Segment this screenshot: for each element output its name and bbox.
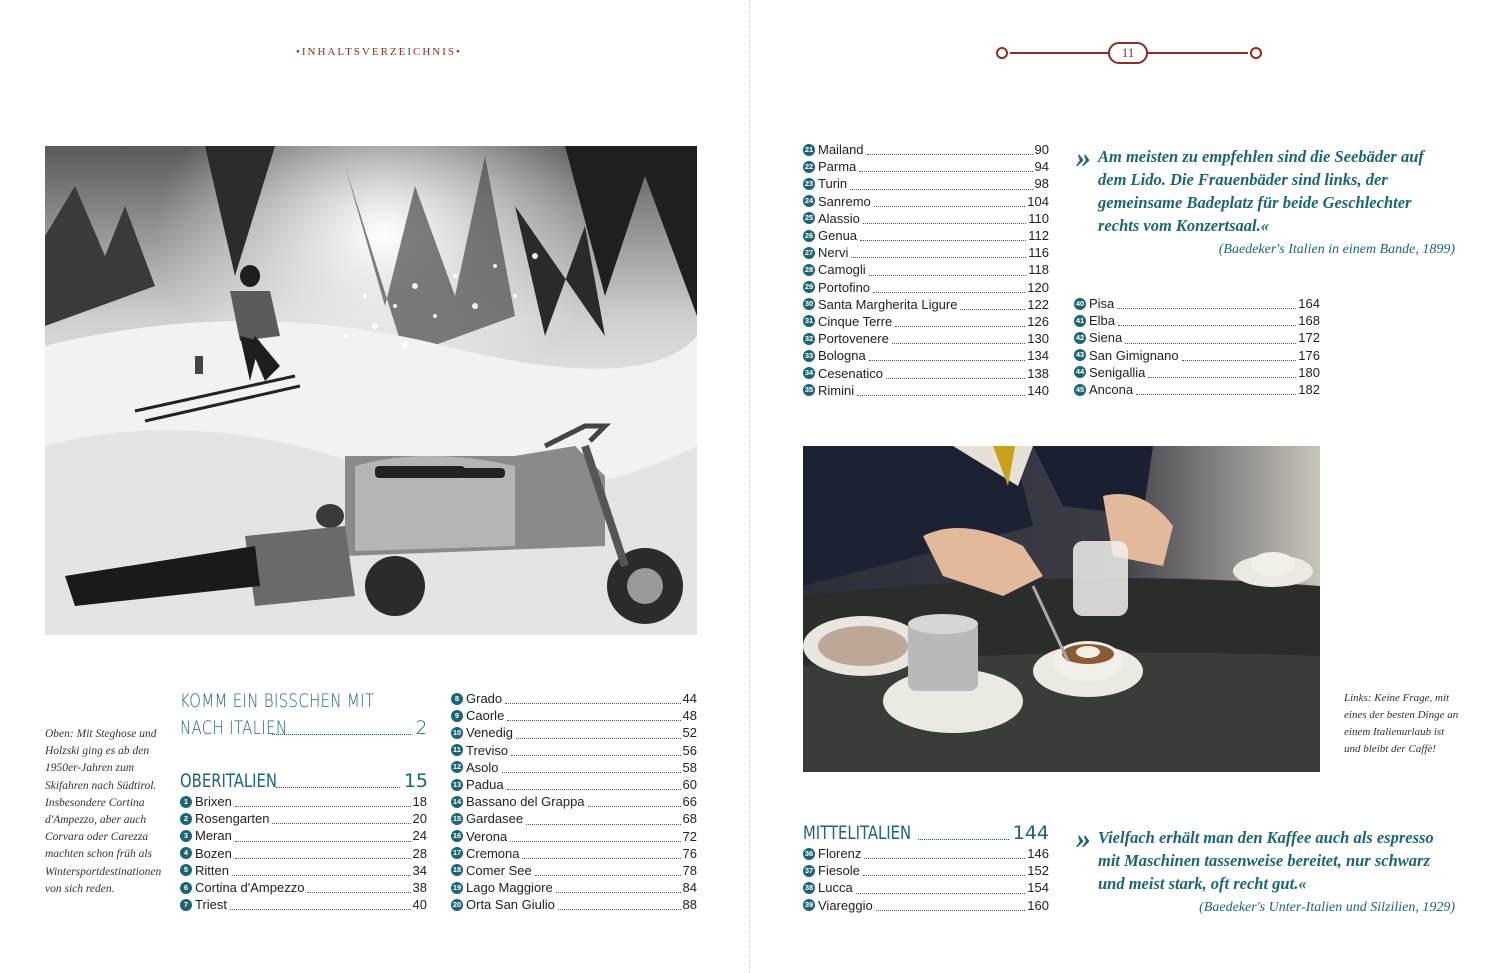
toc-entry[interactable] — [1074, 381, 1320, 398]
numbered-circle-icon: 10 — [452, 727, 462, 737]
toc-entry[interactable] — [1074, 312, 1320, 329]
toc-entry-name: Sanremo — [818, 193, 871, 209]
numbered-circle-icon: 5 — [180, 864, 192, 876]
section-mittelitalien[interactable] — [803, 820, 1049, 847]
toc-entry-name: Turin — [818, 176, 848, 192]
toc-entry-name: Venedig — [466, 725, 513, 741]
toc-entry-page: 110 — [1028, 210, 1049, 226]
bullet-icon: • — [296, 46, 302, 58]
toc-entry-page: 182 — [1298, 382, 1320, 398]
dot-leader — [850, 189, 1032, 190]
toc-entry-page: 140 — [1027, 382, 1049, 398]
toc-entry-page: 126 — [1027, 313, 1049, 329]
toc-list-oberitalien-1 — [180, 793, 427, 913]
numbered-circle-icon: 24 — [804, 196, 814, 206]
toc-entry[interactable] — [1074, 329, 1320, 346]
quote-top — [1076, 141, 1455, 259]
dot-leader — [511, 755, 680, 756]
numbered-circle-icon: 15 — [452, 813, 462, 823]
toc-entry-page: 94 — [1034, 159, 1049, 175]
dot-leader — [516, 738, 681, 739]
toc-entry[interactable] — [451, 793, 697, 810]
toc-entry-page: 40 — [412, 897, 427, 913]
toc-entry-name: Senigallia — [1089, 364, 1146, 380]
numbered-circle-icon: 21 — [804, 144, 814, 154]
numbered-circle-icon: 14 — [452, 796, 462, 806]
toc-entry[interactable] — [451, 845, 697, 862]
numbered-circle-icon: 26 — [804, 230, 814, 240]
quote-bottom — [1076, 822, 1455, 917]
numbered-circle-icon: 22 — [804, 161, 814, 171]
toc-entry-page: 66 — [682, 794, 697, 810]
toc-entry-name: Rosengarten — [195, 811, 270, 827]
toc-entry-name: Treviso — [466, 742, 509, 758]
toc-entry-page: 104 — [1027, 193, 1049, 209]
toc-entry-page: 90 — [1034, 142, 1049, 158]
dot-leader — [867, 154, 1033, 155]
numbered-circle-icon: 16 — [452, 831, 462, 841]
dot-leader — [1125, 343, 1296, 344]
toc-entry-page: 58 — [682, 759, 697, 775]
toc-entry[interactable] — [451, 690, 697, 707]
toc-entry-name: Cortina d'Ampezzo — [195, 880, 305, 896]
numbered-circle-icon: 34 — [804, 368, 814, 378]
numbered-circle-icon: 36 — [804, 848, 814, 858]
page-number: 11 — [1108, 42, 1148, 64]
toc-entry-name: Bozen — [195, 845, 232, 861]
toc-entry-page: 138 — [1027, 365, 1049, 381]
numbered-circle-icon: 7 — [180, 899, 192, 911]
dot-leader — [863, 875, 1025, 876]
toc-entry-name: Orta San Giulio — [466, 897, 555, 913]
toc-entry-name: Bologna — [818, 348, 866, 364]
toc-entry[interactable] — [180, 845, 427, 862]
toc-entry[interactable] — [803, 227, 1049, 244]
numbered-circle-icon: 23 — [804, 178, 814, 188]
toc-entry[interactable] — [803, 897, 1049, 914]
numbered-circle-icon: 8 — [451, 693, 463, 705]
dot-leader — [507, 720, 680, 721]
toc-entry[interactable] — [451, 828, 697, 845]
dot-leader — [857, 395, 1025, 396]
toc-entry-name: Siena — [1089, 330, 1123, 346]
section-komm[interactable] — [180, 688, 428, 742]
numbered-circle-icon: 9 — [451, 710, 463, 722]
toc-entry[interactable] — [803, 347, 1049, 364]
toc-entry-name: Pisa — [1089, 296, 1115, 312]
toc-entry[interactable] — [803, 364, 1049, 381]
numbered-circle-icon: 18 — [452, 865, 462, 875]
quote-mark-icon: » — [1076, 822, 1091, 855]
dot-leader — [230, 909, 411, 910]
toc-list-mittelitalien-1 — [803, 845, 1049, 914]
numbered-circle-icon: 2 — [180, 813, 192, 825]
quote-source: (Baedeker's Italien in einem Bande, 1899) — [1218, 242, 1455, 257]
toc-entry-page: 172 — [1298, 330, 1320, 346]
toc-entry-name: Comer See — [466, 862, 532, 878]
section-page: 15 — [403, 770, 428, 792]
numbered-circle-icon: 45 — [1075, 384, 1085, 394]
toc-entry-page: 152 — [1027, 863, 1049, 879]
section-title-line2: NACH ITALIEN — [180, 717, 288, 739]
toc-entry-name: Parma — [818, 159, 857, 175]
dot-leader — [588, 806, 681, 807]
dot-leader — [1117, 308, 1296, 309]
toc-entry-name: Viareggio — [818, 897, 873, 913]
toc-entry-name: Lucca — [818, 880, 853, 896]
bullet-icon: • — [456, 46, 462, 58]
dot-leader — [272, 734, 412, 735]
toc-entry-page: 176 — [1298, 347, 1320, 363]
toc-entry[interactable] — [180, 896, 427, 913]
numbered-circle-icon: 20 — [452, 899, 462, 909]
ornament-knob-left-icon — [996, 47, 1008, 59]
toc-entry-page: 88 — [682, 897, 697, 913]
dot-leader — [535, 875, 681, 876]
dot-leader — [507, 789, 681, 790]
toc-entry-page: 18 — [412, 794, 427, 810]
toc-entry[interactable] — [803, 845, 1049, 862]
numbered-circle-icon: 38 — [804, 882, 814, 892]
toc-entry-name: Santa Margherita Ligure — [818, 296, 958, 312]
numbered-circle-icon: 41 — [1075, 315, 1085, 325]
dot-leader — [892, 343, 1025, 344]
dot-leader — [869, 275, 1027, 276]
toc-entry[interactable] — [451, 742, 697, 759]
toc-entry[interactable] — [180, 879, 427, 896]
toc-entry-page: 98 — [1034, 176, 1049, 192]
toc-entry[interactable] — [803, 193, 1049, 210]
toc-entry-name: Genua — [818, 228, 858, 244]
toc-entry-page: 118 — [1028, 262, 1049, 278]
toc-entry-page: 84 — [682, 880, 697, 896]
toc-entry[interactable] — [803, 382, 1049, 399]
numbered-circle-icon: 17 — [452, 848, 462, 858]
toc-entry-page: 146 — [1027, 846, 1049, 862]
toc-entry-name: Lago Maggiore — [466, 880, 553, 896]
numbered-circle-icon: 33 — [804, 350, 814, 360]
toc-entry[interactable] — [1074, 295, 1320, 312]
toc-entry[interactable] — [803, 210, 1049, 227]
toc-entry[interactable] — [803, 244, 1049, 261]
toc-entry-page: 60 — [682, 777, 697, 793]
espresso-photo — [803, 446, 1320, 772]
toc-entry[interactable] — [180, 862, 427, 879]
numbered-circle-icon: 31 — [804, 316, 814, 326]
dot-leader — [235, 841, 411, 842]
dot-leader — [307, 892, 410, 893]
ski-scooter-photo — [45, 146, 697, 635]
toc-entry-name: Portovenere — [818, 331, 889, 347]
toc-entry[interactable] — [1074, 364, 1320, 381]
dot-leader — [863, 223, 1026, 224]
toc-entry[interactable] — [451, 759, 697, 776]
dot-leader — [918, 839, 1009, 840]
toc-entry-page: 52 — [682, 725, 697, 741]
toc-list-oberitalien-2 — [451, 690, 697, 913]
toc-entry-name: Cesenatico — [818, 365, 884, 381]
dot-leader — [272, 823, 410, 824]
toc-entry-name: Rimini — [818, 382, 855, 398]
dot-leader — [522, 858, 680, 859]
toc-entry-page: 120 — [1027, 279, 1049, 295]
dot-leader — [276, 787, 399, 788]
toc-entry[interactable] — [451, 879, 697, 896]
toc-entry-page: 112 — [1028, 228, 1049, 244]
section-page: 144 — [1012, 822, 1049, 844]
toc-entry-page: 160 — [1027, 897, 1049, 913]
toc-entry[interactable] — [180, 793, 427, 810]
dot-leader — [510, 841, 680, 842]
dot-leader — [874, 206, 1026, 207]
toc-entry-page: 164 — [1298, 296, 1320, 312]
dot-leader — [235, 806, 411, 807]
numbered-circle-icon: 43 — [1075, 350, 1085, 360]
numbered-circle-icon: 35 — [804, 385, 814, 395]
toc-entry-name: Portofino — [818, 279, 871, 295]
toc-entry-page: 122 — [1027, 296, 1049, 312]
toc-entry-name: Florenz — [818, 846, 862, 862]
toc-entry[interactable] — [451, 862, 697, 879]
dot-leader — [1118, 325, 1296, 326]
toc-entry-page: 48 — [682, 708, 697, 724]
numbered-circle-icon: 11 — [451, 744, 463, 756]
page-number-ornament — [996, 42, 1262, 64]
quote-text: Vielfach erhält man den Kaffee auch als espresso mit Maschinen tassenweise bereitet, nur schwarz und meist stark, oft recht gut.« — [1098, 828, 1434, 893]
toc-entry-page: 180 — [1298, 364, 1320, 380]
numbered-circle-icon: 39 — [804, 900, 814, 910]
section-title: OBERITALIEN — [180, 770, 277, 792]
dot-leader — [232, 875, 411, 876]
numbered-circle-icon: 3 — [180, 830, 192, 842]
numbered-circle-icon: 32 — [804, 333, 814, 343]
toc-entry-page: 24 — [412, 828, 427, 844]
toc-entry-name: Elba — [1089, 313, 1116, 329]
toc-list-mittelitalien-2 — [1074, 295, 1320, 398]
toc-entry-page: 20 — [412, 811, 427, 827]
section-page: 2 — [415, 717, 428, 739]
toc-entry[interactable] — [451, 776, 697, 793]
numbered-circle-icon: 12 — [452, 762, 462, 772]
toc-entry[interactable] — [180, 810, 427, 827]
toc-entry-name: Fiesole — [818, 863, 860, 879]
toc-entry-name: Gardasee — [466, 811, 524, 827]
running-head — [296, 46, 462, 58]
toc-entry-name: San Gimignano — [1089, 347, 1179, 363]
dot-leader — [886, 378, 1025, 379]
toc-entry[interactable] — [803, 175, 1049, 192]
toc-entry-page: 56 — [682, 742, 697, 758]
numbered-circle-icon: 19 — [452, 882, 462, 892]
toc-entry-name: Cinque Terre — [818, 313, 893, 329]
section-title: MITTELITALIEN — [803, 822, 912, 844]
running-head-text: INHALTSVERZEICHNIS — [301, 46, 457, 58]
photo-caption-left: Oben: Mit Steghose und Holzski ging es ab den 1950er-Jahren zum Skifahren nach Südtirol. Insbesondere Cortina d'Ampezzo, aber auch Corvara oder Carezza machten schon früh als Wintersportdestinationen von sich reden. — [45, 728, 162, 895]
numbered-circle-icon: 25 — [804, 213, 814, 223]
dot-leader — [526, 824, 680, 825]
toc-entry-page: 168 — [1298, 313, 1320, 329]
toc-entry-name: Mailand — [818, 142, 864, 158]
toc-entry-name: Nervi — [818, 245, 849, 261]
toc-entry-page: 44 — [682, 691, 697, 707]
dot-leader — [505, 703, 680, 704]
section-title-line1: KOMM EIN BISSCHEN MIT — [180, 690, 375, 712]
toc-entry-page: 78 — [682, 862, 697, 878]
dot-leader — [869, 360, 1026, 361]
toc-entry-name: Meran — [195, 828, 232, 844]
toc-entry[interactable] — [803, 141, 1049, 158]
dot-leader — [1148, 377, 1296, 378]
toc-entry[interactable] — [803, 296, 1049, 313]
dot-leader — [1182, 360, 1297, 361]
toc-entry-name: Caorle — [466, 708, 505, 724]
toc-entry-name: Bassano del Grappa — [466, 794, 585, 810]
toc-entry[interactable] — [803, 862, 1049, 879]
toc-entry-page: 68 — [682, 811, 697, 827]
numbered-circle-icon: 40 — [1075, 298, 1085, 308]
toc-entry-name: Asolo — [466, 759, 499, 775]
toc-entry-name: Cremona — [466, 845, 520, 861]
toc-entry[interactable] — [803, 158, 1049, 175]
toc-entry-name: Padua — [466, 777, 504, 793]
toc-entry-page: 154 — [1027, 880, 1049, 896]
book-spine — [749, 0, 750, 973]
numbered-circle-icon: 6 — [180, 882, 192, 894]
photo-caption-right: Links: Keine Frage, mit eines der besten Dinge an einem Italienurlaub ist und bleibt der Caffè! — [1344, 692, 1459, 755]
dot-leader — [235, 858, 411, 859]
dot-leader — [856, 893, 1026, 894]
dot-leader — [876, 910, 1026, 911]
dot-leader — [558, 909, 681, 910]
dot-leader — [502, 772, 681, 773]
toc-entry-page: 116 — [1028, 245, 1049, 261]
toc-entry-page: 28 — [412, 845, 427, 861]
toc-entry-name: Triest — [195, 897, 228, 913]
dot-leader — [895, 326, 1025, 327]
section-oberitalien[interactable] — [180, 768, 428, 795]
toc-entry[interactable] — [451, 707, 697, 724]
toc-list-oberitalien-3 — [803, 141, 1049, 399]
numbered-circle-icon: 30 — [804, 299, 814, 309]
toc-entry-name: Alassio — [818, 210, 860, 226]
dot-leader — [864, 858, 1025, 859]
toc-entry[interactable] — [803, 261, 1049, 278]
toc-entry-name: Verona — [466, 828, 508, 844]
numbered-circle-icon: 27 — [804, 247, 814, 257]
dot-leader — [851, 257, 1026, 258]
toc-entry[interactable] — [451, 896, 697, 913]
toc-entry[interactable] — [451, 724, 697, 741]
toc-entry-page: 130 — [1027, 331, 1049, 347]
toc-entry-name: Brixen — [195, 794, 232, 810]
numbered-circle-icon: 29 — [804, 282, 814, 292]
dot-leader — [860, 240, 1026, 241]
ornament-knob-right-icon — [1250, 47, 1262, 59]
toc-entry-page: 34 — [412, 862, 427, 878]
toc-entry-name: Camogli — [818, 262, 866, 278]
toc-entry[interactable] — [803, 313, 1049, 330]
dot-leader — [1136, 394, 1296, 395]
toc-entry[interactable] — [180, 827, 427, 844]
numbered-circle-icon: 44 — [1075, 367, 1085, 377]
toc-entry[interactable] — [803, 330, 1049, 347]
toc-entry-page: 134 — [1027, 348, 1049, 364]
numbered-circle-icon: 1 — [180, 796, 192, 808]
dot-leader — [960, 309, 1025, 310]
numbered-circle-icon: 4 — [180, 847, 192, 859]
quote-source: (Baedeker's Unter-Italien und Silzilien, 1929) — [1199, 900, 1455, 915]
numbered-circle-icon: 37 — [804, 865, 814, 875]
numbered-circle-icon: 42 — [1075, 332, 1085, 342]
numbered-circle-icon: 13 — [452, 779, 462, 789]
toc-entry[interactable] — [803, 279, 1049, 296]
dot-leader — [859, 171, 1032, 172]
dot-leader — [556, 892, 681, 893]
toc-entry-page: 38 — [412, 880, 427, 896]
toc-entry-name: Ancona — [1089, 382, 1134, 398]
toc-entry[interactable] — [451, 810, 697, 827]
dot-leader — [873, 292, 1025, 293]
numbered-circle-icon: 28 — [804, 264, 814, 274]
quote-mark-icon: » — [1076, 141, 1091, 174]
toc-entry-page: 76 — [682, 845, 697, 861]
toc-entry[interactable] — [1074, 347, 1320, 364]
toc-entry-page: 72 — [682, 828, 697, 844]
toc-entry-name: Grado — [466, 691, 503, 707]
toc-entry[interactable] — [803, 879, 1049, 896]
toc-entry-name: Ritten — [195, 862, 229, 878]
quote-text: Am meisten zu empfehlen sind die Seebäder auf dem Lido. Die Frauenbäder sind links, der gemeinsame Badeplatz für beide Geschlechter rechts vom Konzertsaal.« — [1098, 147, 1424, 235]
